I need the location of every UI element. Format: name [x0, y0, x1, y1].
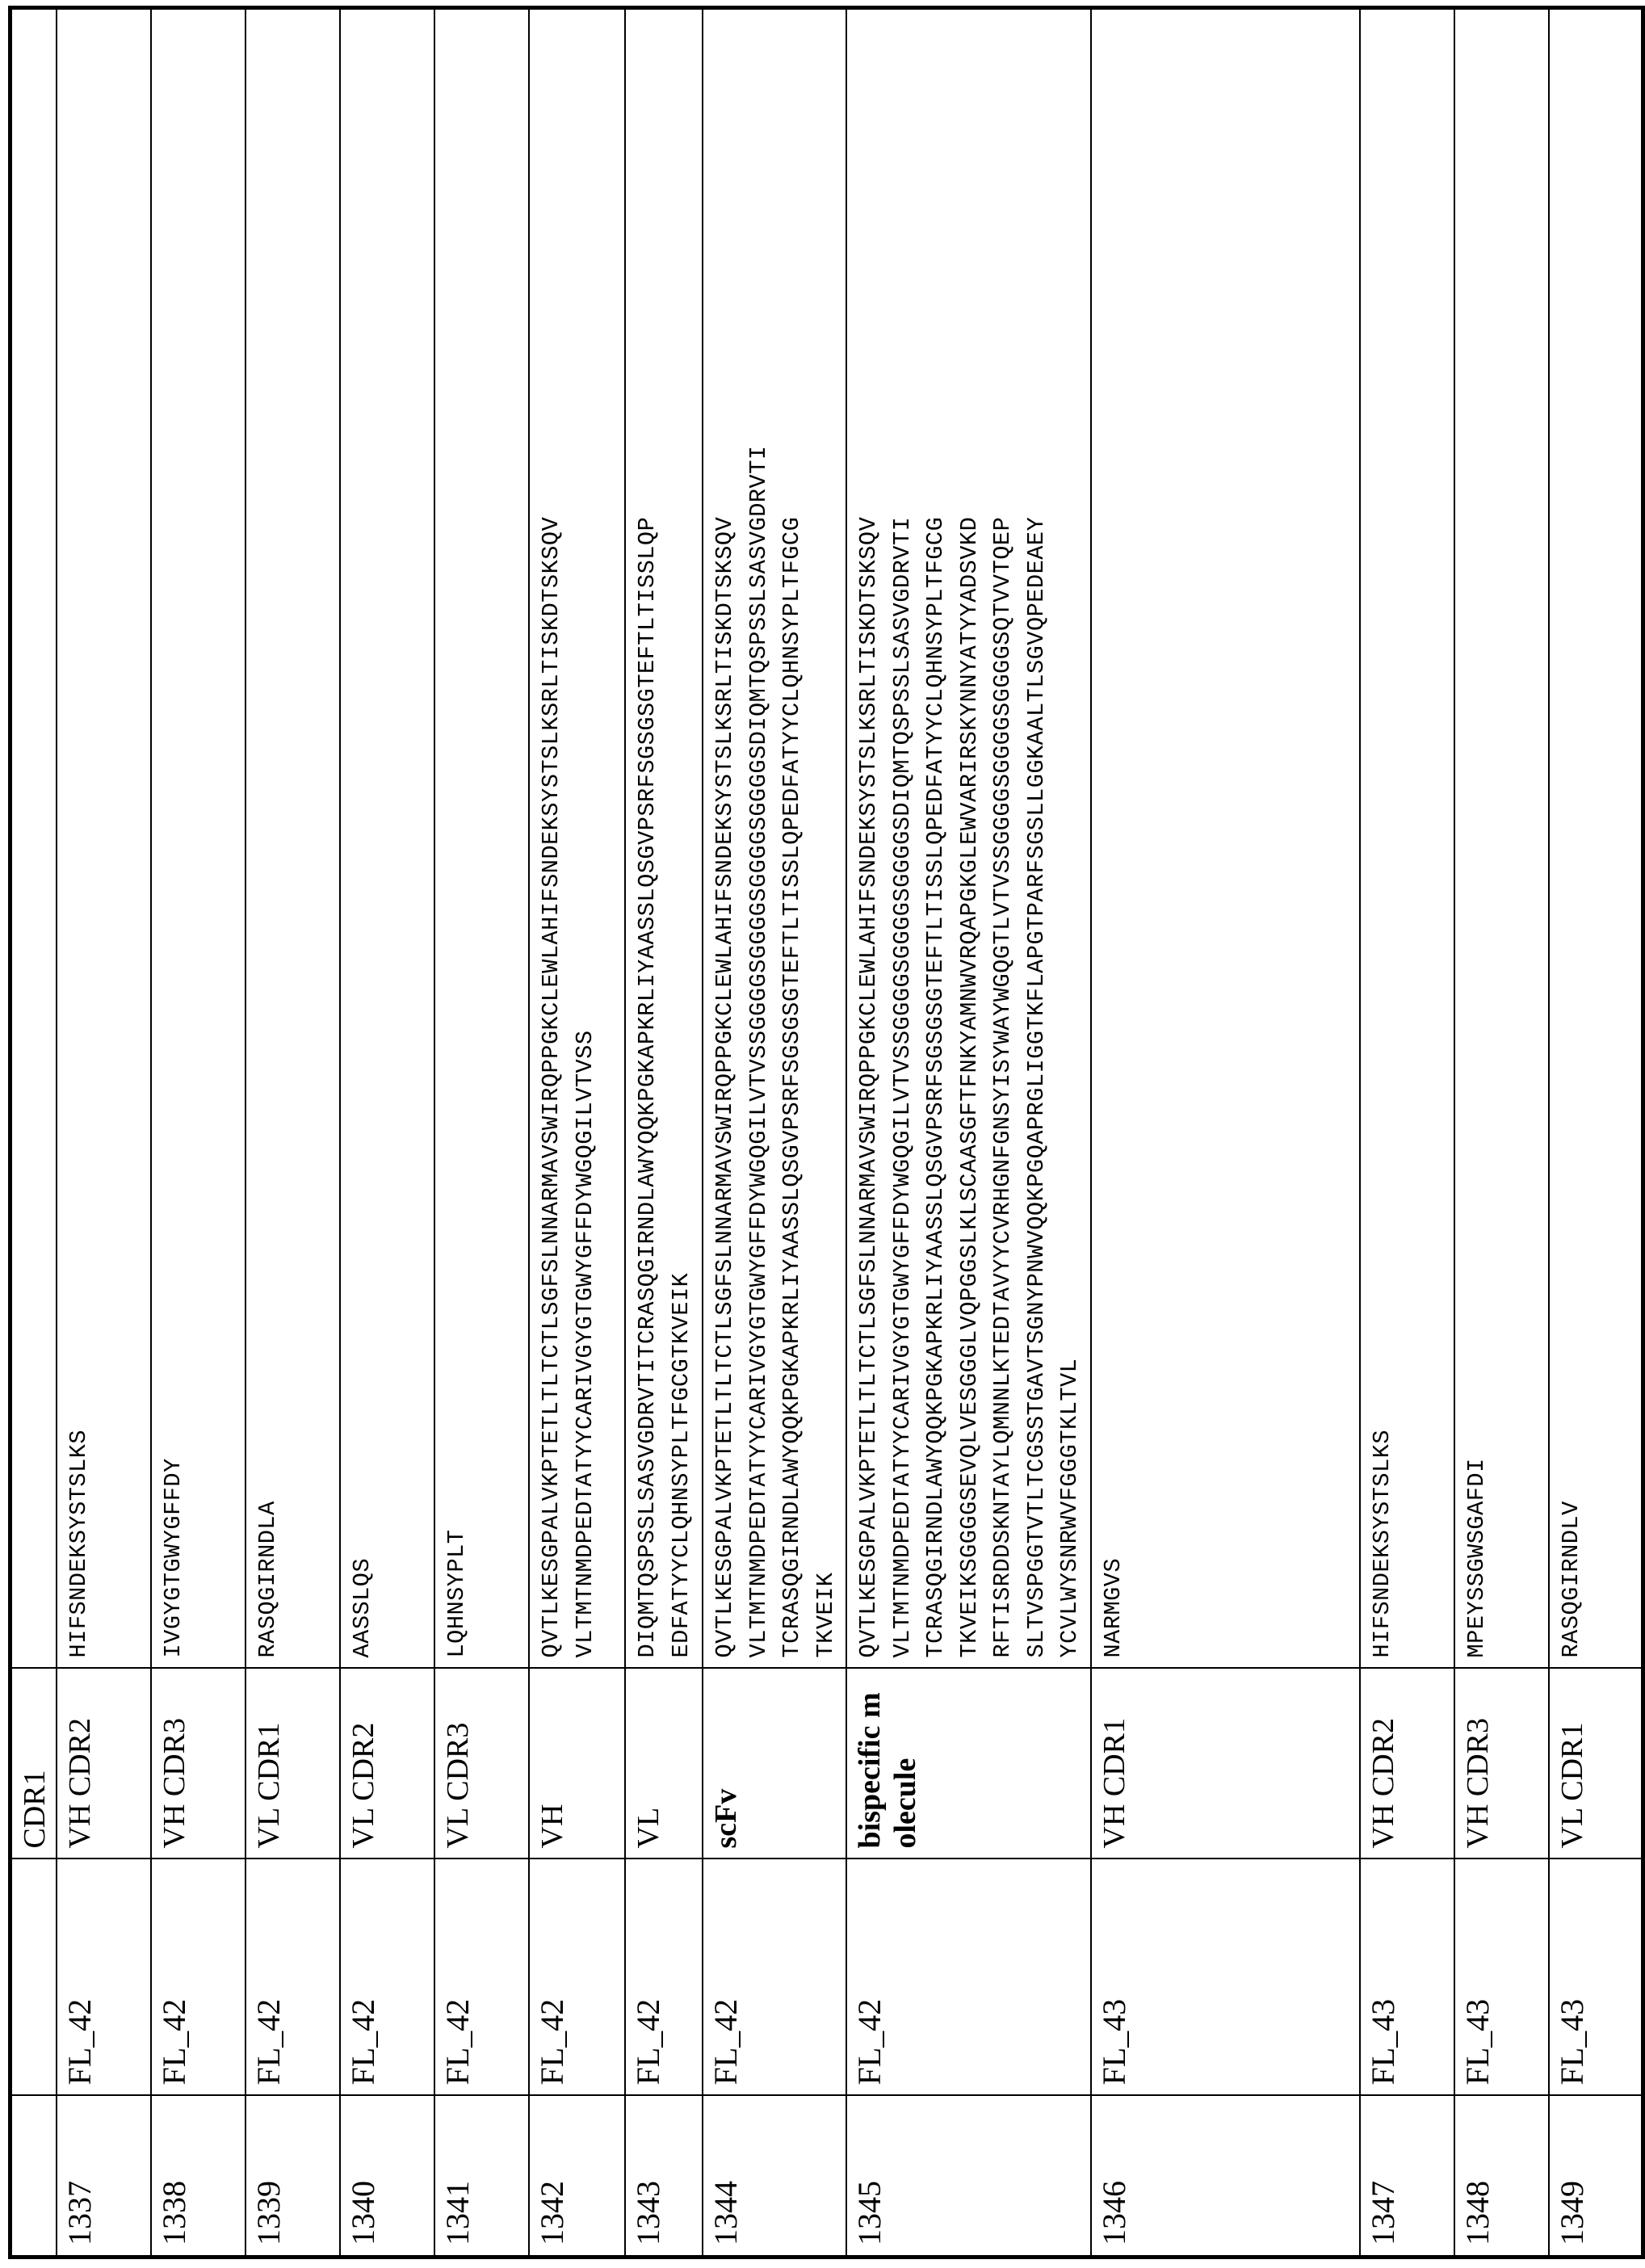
seq-type-cell: VH CDR2 [1360, 1669, 1454, 1859]
seq-id-cell: FL_42 [57, 1859, 151, 2096]
seq-number-cell [10, 2096, 57, 2258]
table-row [1360, 8, 1454, 2258]
table-row [151, 8, 245, 2258]
sequence-cell [340, 8, 434, 1669]
seq-number-cell: 1347 [1360, 2096, 1454, 2258]
sequence-line: MPEYSSGWSGAFDI [1462, 1458, 1490, 1658]
sequence-line: TCRASQGIRNDLAWYQQKPGKAPKRLIYAASSLQSGVPSRFSGSGSGTEFTLTISSLQPEDFATYYCLQHNSYPLTFGCG [778, 516, 805, 1658]
sequence-line: HIFSNDEKSYSTSLKS [65, 1429, 92, 1658]
table-row [1549, 8, 1643, 2258]
table-row-continued [10, 8, 57, 2258]
sequence-cell [529, 8, 625, 1669]
sequence-cell [625, 8, 703, 1669]
table-row [57, 8, 151, 2258]
table-row [625, 8, 703, 2258]
sequence-cell [703, 8, 846, 1669]
sequence-line: HIFSNDEKSYSTSLKS [1368, 1429, 1395, 1658]
seq-id-cell: FL_43 [1360, 1859, 1454, 2096]
seq-id-cell: FL_42 [625, 1859, 703, 2096]
table-row [340, 8, 434, 2258]
seq-id-cell: FL_43 [1549, 1859, 1643, 2096]
sequence-line: RFTISRDDSKNTAYLQMNNLKTEDTAVYYCVRHGNFGNSYISYWAYWGQGTLVTVSSGGGGSGGGGSGGGGSQTVVTQEP [989, 516, 1016, 1658]
table-row [434, 8, 529, 2258]
sequence-cell [1091, 8, 1360, 1669]
sequence-line: AASSLQS [349, 1557, 376, 1658]
seq-type-cell: VL CDR2 [340, 1669, 434, 1859]
seq-number-cell: 1337 [57, 2096, 151, 2258]
sequence-line: TKVEIKSGGGGSEVQLVESGGGLVQPGGSLKLSCAASGFTFNKYAMNWVRQAPGKGLEWVARIRSKYNNYATYYADSVKD [955, 516, 983, 1658]
seq-id-cell: FL_43 [1091, 1859, 1360, 2096]
sequence-cell [434, 8, 529, 1669]
seq-number-cell: 1344 [703, 2096, 846, 2258]
sequence-line: NARMGVS [1099, 1557, 1127, 1658]
sequence-cell [151, 8, 245, 1669]
seq-id-cell: FL_42 [151, 1859, 245, 2096]
sequence-line: RASQGIRNDLV [1557, 1501, 1584, 1658]
seq-type-cell: CDR1 [10, 1669, 57, 1859]
seq-type-cell: VH CDR1 [1091, 1669, 1360, 1859]
seq-number-cell: 1349 [1549, 2096, 1643, 2258]
seq-type-cell: VH CDR3 [151, 1669, 245, 1859]
seq-id-cell: FL_43 [1454, 1859, 1549, 2096]
seq-id-cell: FL_42 [434, 1859, 529, 2096]
seq-number-cell: 1343 [625, 2096, 703, 2258]
seq-id-cell: FL_42 [703, 1859, 846, 2096]
seq-type-cell: VL CDR3 [434, 1669, 529, 1859]
sequence-line: VLTMTNMDPEDTATYYCARIVGYGTGWYGFFDYWGQGILVTVSS [571, 1030, 598, 1658]
seq-number-cell: 1346 [1091, 2096, 1360, 2258]
rotated-page [8, 10, 1590, 2259]
sequence-cell [1549, 8, 1643, 1669]
seq-id-cell: FL_42 [846, 1859, 1091, 2096]
sequence-line: EDFATYYCLQHNSYPLTFGCGTKVEIK [667, 1272, 695, 1658]
sequence-table [8, 6, 1645, 2259]
seq-type-cell: bispecific molecule [846, 1669, 1091, 1859]
seq-number-cell: 1340 [340, 2096, 434, 2258]
seq-number-cell: 1348 [1454, 2096, 1549, 2258]
seq-number-cell: 1342 [529, 2096, 625, 2258]
seq-number-cell: 1339 [245, 2096, 340, 2258]
sequence-cell [10, 8, 57, 1669]
sequence-cell [846, 8, 1091, 1669]
seq-number-cell: 1341 [434, 2096, 529, 2258]
sequence-line: VLTMTNMDPEDTATYYCARIVGYGTGWYGFFDYWGQGILVTVSSGGGGSGGGGSGGGGSDIQMTQSPSSLSASVGDRVTI [888, 516, 916, 1658]
sequence-line: RASQGIRNDLA [254, 1501, 281, 1658]
sequence-line: TCRASQGIRNDLAWYQQKPGKAPKRLIYAASSLQSGVPSRFSGSGSGTEFTLTISSLQPEDFATYYCLQHNSYPLTFGCG [922, 516, 949, 1658]
table-row [529, 8, 625, 2258]
sequence-line: QVTLKESGPALVKPTETLTLTCTLSGFSLNNARMAVSWIRQPPGKCLEWLAHIFSNDEKSYSTSLKSRLTISKDTSKSQV [538, 516, 564, 1658]
seq-type-cell: VH [529, 1669, 625, 1859]
sequence-cell [57, 8, 151, 1669]
seq-id-cell: FL_42 [245, 1859, 340, 2096]
sequence-cell [245, 8, 340, 1669]
sequence-line: TKVEIK [812, 1572, 839, 1658]
table-row [703, 8, 846, 2258]
seq-type-cell: VH CDR2 [57, 1669, 151, 1859]
table-row [1091, 8, 1360, 2258]
seq-type-cell: VH CDR3 [1454, 1669, 1549, 1859]
table-row [1454, 8, 1549, 2258]
seq-number-cell: 1345 [846, 2096, 1091, 2258]
sequence-line: YCVLWYSNRWVFGGGTKLTVL [1056, 1358, 1083, 1658]
table-row [846, 8, 1091, 2258]
sequence-cell [1454, 8, 1549, 1669]
sequence-line: QVTLKESGPALVKPTETLTLTCTLSGFSLNNARMAVSWIRQPPGKCLEWLAHIFSNDEKSYSTSLKSRLTISKDTSKSQV [711, 516, 738, 1658]
seq-type-cell: VL CDR1 [1549, 1669, 1643, 1859]
seq-number-cell: 1338 [151, 2096, 245, 2258]
sequence-cell [1360, 8, 1454, 1669]
seq-id-cell [10, 1859, 57, 2096]
seq-type-cell: VL CDR1 [245, 1669, 340, 1859]
sequence-line: IVGYGTGWYGFFDY [160, 1458, 187, 1658]
seq-type-cell: scFv [703, 1669, 846, 1859]
sequence-line: QVTLKESGPALVKPTETLTLTCTLSGFSLNNARMAVSWIRQPPGKCLEWLAHIFSNDEKSYSTSLKSRLTISKDTSKSQV [855, 516, 882, 1658]
sequence-line: DIQMTQSPSSLSASVGDRVTITCRASQGIRNDLAWYQQKPGKAPKRLIYAASSLQSGVPSRFSGSGSGTEFTLTISSLQP [634, 516, 661, 1658]
table-row [245, 8, 340, 2258]
seq-id-cell: FL_42 [340, 1859, 434, 2096]
sequence-line: LQHNSYPLT [443, 1529, 470, 1658]
sequence-line: SLTVSPGGTVTLTCGSSTGAVTSGNYPNWVQQKPGQAPRGLIGGTKFLAPGTPARFSGSLLGGKAALTLSGVQPEDEAEY [1022, 516, 1050, 1658]
seq-type-cell: VL [625, 1669, 703, 1859]
seq-id-cell: FL_42 [529, 1859, 625, 2096]
sequence-line: VLTMTNMDPEDTATYYCARIVGYGTGWYGFFDYWGQGILVTVSSGGGGSGGGGSGGGGSGGGGSDIQMTQSPSSLSASVGDRVTI [745, 445, 772, 1658]
